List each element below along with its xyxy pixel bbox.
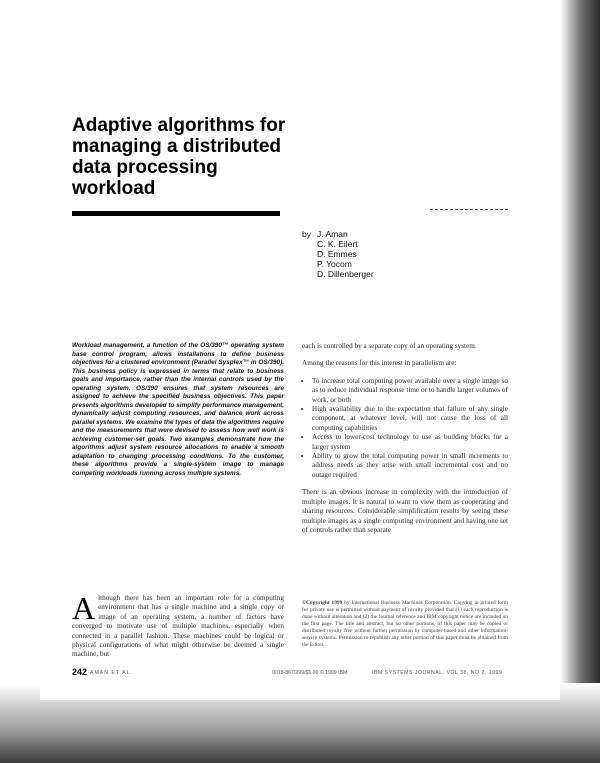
copyright-label: ©Copyright 1999 xyxy=(302,600,343,606)
author-name: C. K. Eilert xyxy=(317,239,358,249)
body-paragraph: Among the reasons for this interest in parallelism are: xyxy=(302,359,457,368)
page-footer xyxy=(72,667,522,682)
intro-paragraph xyxy=(72,590,284,660)
by-label: by xyxy=(302,229,311,239)
paper-page xyxy=(40,0,560,700)
drop-cap: A xyxy=(72,590,96,626)
list-item: • To increase total computing power available over a single image so as to reduce individual response time or to handle larger volumes of work, or both xyxy=(312,377,508,405)
paper-title xyxy=(72,115,332,199)
copyright-notice xyxy=(302,600,508,649)
footer-authors: AMAN ET AL. xyxy=(90,670,133,676)
author-name: J. Aman xyxy=(317,229,348,239)
right-column xyxy=(302,342,508,543)
list-item: • Access to lower-cost technology to use as building blocks for a larger system xyxy=(312,433,508,452)
footer-code: 0018-8670/99/$5.00 © 1999 IBM xyxy=(272,670,348,676)
dashed-rule xyxy=(430,209,508,210)
author-name: D. Dillenberger xyxy=(317,269,374,279)
intro-text: lthough there has been an important role for a computing environment that has a single machine and a single copy or image of an operating system, a number of factors have converged to motivate use of multiple machines, especially when connected in a parallel fashion. These machines could be logical or physical configurations of what might otherwise be deemed a single machine, but xyxy=(72,594,284,659)
page-number: 242 xyxy=(72,667,88,677)
copyright-text: by International Business Machines Corporation. Copying in printed form for private use is permitted without payment of royalty provided that (1) each reproduction is done without alteration and (2) the Journal reference and IBM copyright notice are included on the first page. The title and abstract, but no other portions, of this paper may be copied or distributed royalty free without further permission by computer-based and other information-service systems. Permission to republish any other portion of this paper must be obtained from the Editor. xyxy=(302,600,508,648)
author-name: P. Yocom xyxy=(317,259,352,269)
abstract: Workload management, a function of the OS/390™ operating system base control program, allows installations to define business objectives for a clustered environment (Parallel Sysplex™ in OS/390). This business policy is expressed in terms that relate to business goals and importance, rather than the internal controls used by the operating system. OS/390 ensures that system resources are assigned to achieve the specified business objectives. This paper presents algorithms developed to simplify performance management, dynamically adjust computing resources, and balance work across parallel systems. We examine the types of data the algorithms require and the measurements that were devised to assess how well work is achieving customer-set goals. Two examples demonstrate how the algorithms adjust system resource allocations to enable a smooth adaptation to changing processing conditions. To the customer, these algorithms provide a single-system image to manage competing workloads running across multiple systems. xyxy=(72,342,284,477)
author-name: D. Emmes xyxy=(317,249,357,259)
footer-journal: IBM SYSTEMS JOURNAL, VOL 38, NO 2, 1999 xyxy=(372,670,503,676)
title-line: workload xyxy=(72,178,156,199)
list-item: • High availability due to the expectation that failure of any single component, at whatever level, will not cause the loss of all computing capabilities xyxy=(312,405,508,433)
body-paragraph: There is an obvious increase in complexity with the introduction of multiple images. It is natural to want to view them as cooperating and sharing resources. Considerable simplification results by seeing these multiple images as a single computing environment and having one set of controls rather than separate xyxy=(302,488,508,534)
scan-shadow-right xyxy=(560,0,600,763)
author-list xyxy=(302,229,374,279)
title-line: managing a distributed xyxy=(72,136,282,157)
title-rule xyxy=(72,211,280,216)
body-paragraph: each is controlled by a separate copy of an operating system. xyxy=(302,342,477,350)
list-item: • Ability to grow the total computing power in small increments to address needs as they arise with small incremental cost and no outage required xyxy=(312,452,508,480)
reasons-list xyxy=(302,377,508,480)
title-line: Adaptive algorithms for xyxy=(72,115,286,136)
title-line: data processing xyxy=(72,157,218,178)
